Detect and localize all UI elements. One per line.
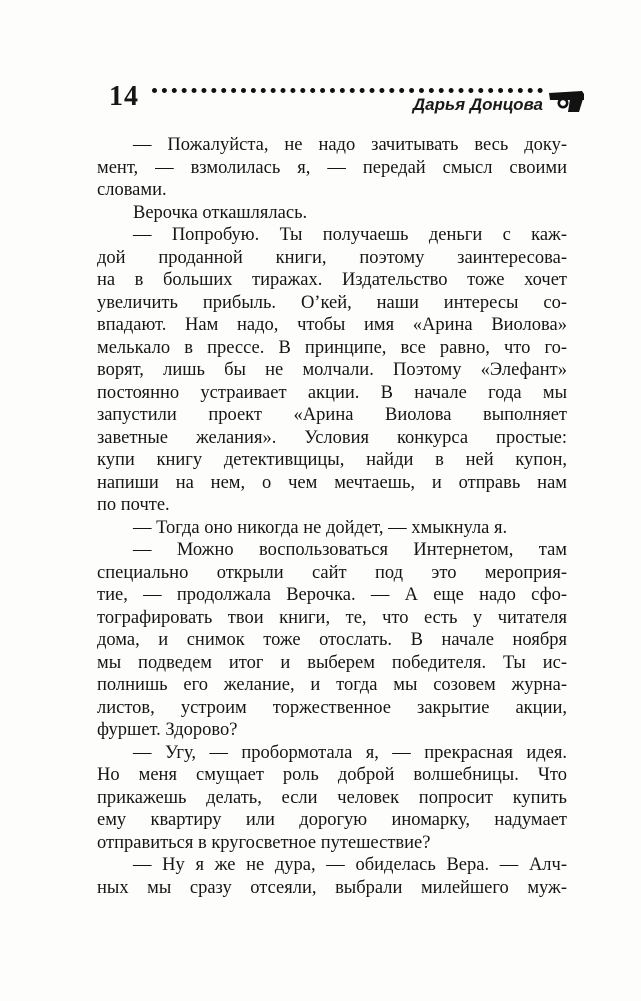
header-rule-block — [152, 82, 543, 114]
page-body — [97, 134, 567, 899]
text-line: ворят, лишь бы не молчали. Поэтому «Элефант» — [97, 360, 567, 380]
paragraph — [97, 742, 567, 855]
author-name: Дарья Донцова — [412, 95, 543, 114]
text-line: тие, — продолжала Верочка. — А еще надо сфо- — [97, 585, 567, 605]
text-line: ему квартиру или дорогую иномарку, надумает — [97, 810, 567, 830]
text-line: фуршет. Здорово? — [97, 720, 238, 740]
pistol-icon — [549, 87, 589, 113]
text-line: дома, и снимок тоже отослать. В начале ноября — [97, 630, 567, 650]
text-line: — Можно воспользоваться Интернетом, там — [133, 540, 567, 560]
text-line: мы подведем итог и выберем победителя. Ты ис- — [97, 652, 567, 673]
text-line: впадают. Нам надо, чтобы имя «Арина Виолова» — [97, 315, 567, 335]
text-line: мент, — взмолилась я, — передай смысл своими — [97, 157, 567, 178]
text-line: Верочка откашлялась. — [133, 202, 308, 223]
text-line: запустили проект «Арина Виолова выполняет — [97, 405, 567, 425]
text-line: напиши на нем, о чем мечтаешь, и отправь нам — [97, 472, 567, 493]
text-line: по почте. — [97, 495, 170, 515]
text-line: — Угу, — пробормотала я, — прекрасная идея. — [133, 742, 567, 763]
text-line: заветные желания». Условия конкурса простые: — [97, 427, 567, 448]
paragraph — [97, 134, 567, 202]
text-line: на в больших тиражах. Издательство тоже хочет — [97, 270, 567, 290]
text-line: мелькало в прессе. В принципе, все равно, что го- — [97, 337, 567, 358]
paragraph — [97, 517, 567, 540]
text-line: купи книгу детективщицы, найди в ней купон, — [97, 450, 567, 470]
text-line: прикажешь делать, если человек попросит купить — [97, 787, 567, 808]
text-line: дой проданной книги, поэтому заинтересова- — [97, 247, 567, 268]
text-line: — Попробую. Ты получаешь деньги с каж- — [133, 225, 567, 245]
text-line: — Ну я же не дура, — обиделась Вера. — Алч- — [133, 855, 567, 875]
text-line: — Пожалуйста, не надо зачитывать весь доку- — [133, 135, 567, 155]
text-line: тографировать твои книги, те, что есть у читателя — [97, 607, 567, 628]
paragraph — [97, 854, 567, 899]
text-line: Но меня смущает роль доброй волшебницы. Что — [97, 765, 567, 785]
dotted-rule — [152, 88, 543, 93]
text-line: увеличить прибыль. О’кей, наши интересы со- — [97, 292, 567, 313]
page-header — [97, 82, 589, 114]
text-line: отправиться в кругосветное путешествие? — [97, 832, 431, 853]
text-line: ных мы сразу отсеяли, выбрали милейшего муж- — [97, 877, 567, 898]
paragraph — [97, 539, 567, 742]
text-line: словами. — [97, 180, 167, 200]
paragraph — [97, 224, 567, 517]
text-line: специально открыли сайт под это мероприя- — [97, 562, 567, 583]
page-number: 14 — [109, 81, 139, 112]
text-line: — Тогда оно никогда не дойдет, — хмыкнула я. — [133, 517, 508, 538]
text-line: постоянно устраивает акции. В начале года мы — [97, 382, 567, 403]
text-line: листов, устроим торжественное закрытие акции, — [97, 697, 567, 718]
text-line: полнишь его желание, и тогда мы созовем журна- — [97, 675, 567, 695]
paragraph — [97, 202, 567, 225]
